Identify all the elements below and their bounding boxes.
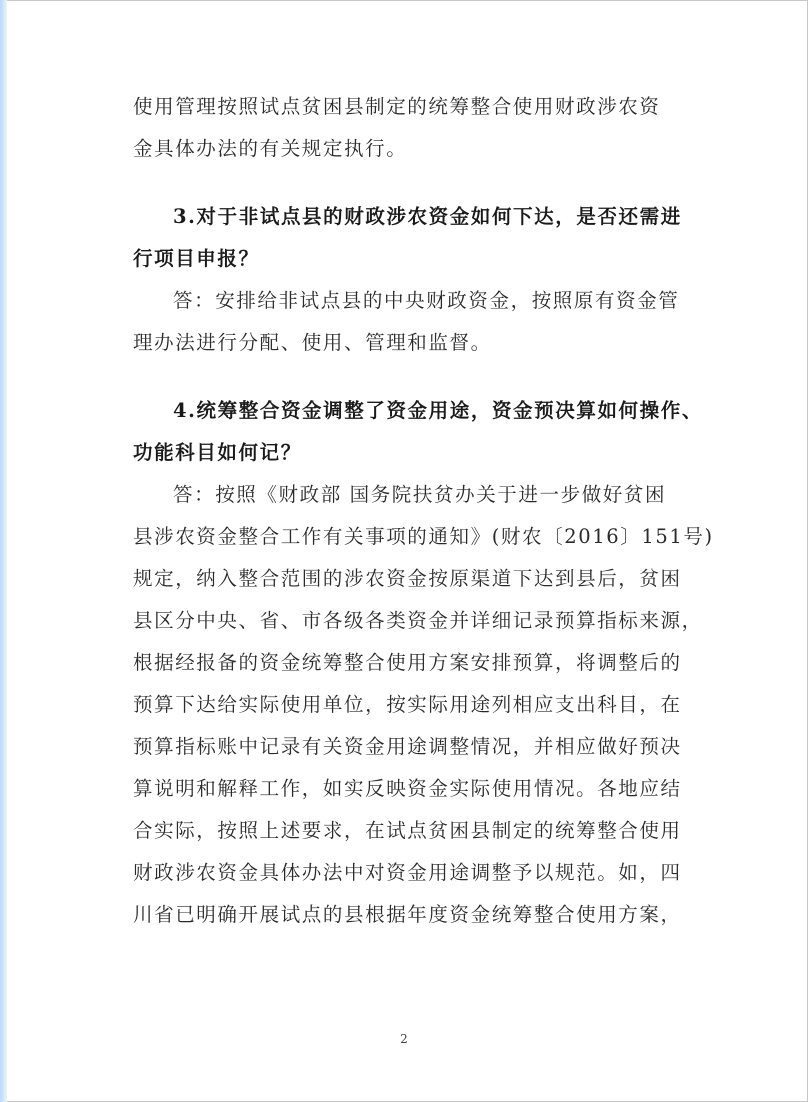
- question-3-heading-cont: 行项目申报？: [133, 247, 260, 270]
- answer-4-line: 根据经报备的资金统筹整合使用方案安排预算，将调整后的: [133, 651, 682, 674]
- paragraph-line: 使用管理按照试点贫困县制定的统筹整合使用财政涉农资: [133, 95, 661, 118]
- answer-4-line: 预算指标账中记录有关资金用途调整情况，并相应做好预决: [133, 735, 682, 758]
- scan-edge: [0, 0, 7, 1102]
- answer-3-line: 答：安排给非试点县的中央财政资金，按照原有资金管: [173, 289, 680, 312]
- page-number: 2: [400, 1032, 408, 1046]
- answer-4-line: 财政涉农资金具体办法中对资金用途调整予以规范。如，四: [133, 861, 682, 884]
- answer-3-line: 理办法进行分配、使用、管理和监督。: [133, 331, 492, 354]
- paragraph-line: 金具体办法的有关规定执行。: [133, 137, 408, 160]
- answer-4-line: 预算下达给实际使用单位，按实际用途列相应支出科目，在: [133, 693, 682, 716]
- question-3-heading: 3.对于非试点县的财政涉农资金如何下达，是否还需进: [173, 205, 682, 228]
- answer-4-line: 县区分中央、省、市各级各类资金并详细记录预算指标来源，: [133, 609, 703, 632]
- answer-4-line: 合实际，按照上述要求，在试点贫困县制定的统筹整合使用: [133, 819, 682, 842]
- question-4-heading-cont: 功能科目如何记？: [133, 441, 302, 464]
- question-4-heading: 4.统筹整合资金调整了资金用途，资金预决算如何操作、: [173, 399, 703, 422]
- document-body: [133, 86, 714, 936]
- answer-4-line: 算说明和解释工作，如实反映资金实际使用情况。各地应结: [133, 777, 682, 800]
- answer-4-line: 规定，纳入整合范围的涉农资金按原渠道下达到县后，贫困: [133, 567, 682, 590]
- answer-4-line: 县涉农资金整合工作有关事项的通知》(财农〔2016〕151号): [133, 525, 714, 548]
- answer-4-line: 川省已明确开展试点的县根据年度资金统筹整合使用方案，: [133, 903, 682, 926]
- answer-4-line: 答：按照《财政部 国务院扶贫办关于进一步做好贫困: [173, 483, 667, 506]
